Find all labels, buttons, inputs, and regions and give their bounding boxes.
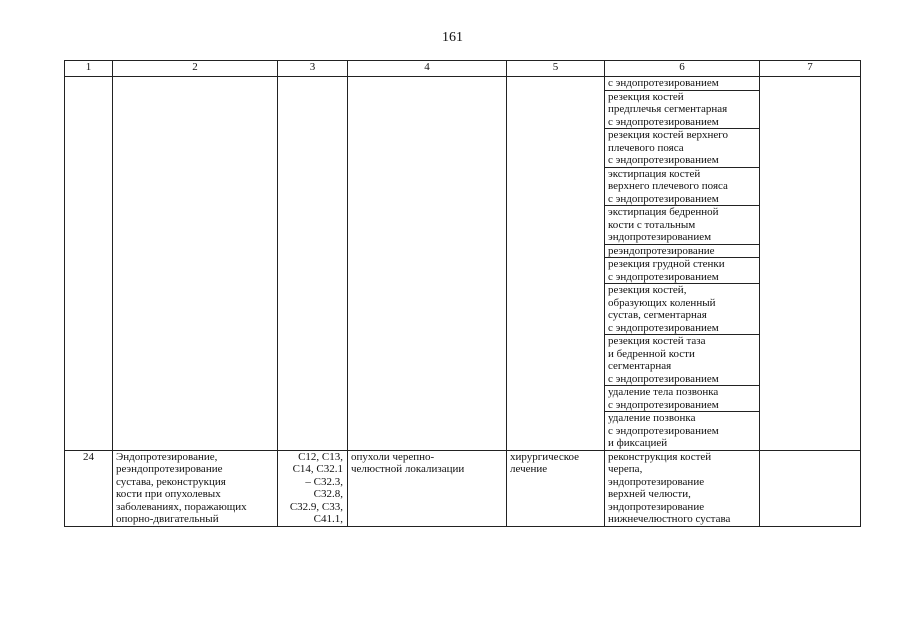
cell-empty [65,77,113,451]
cell-line: эндопротезирование [608,475,705,488]
list-item [605,77,759,91]
cell-line: реэндопротезирование [608,244,715,257]
cell-line: C41.1, [313,513,343,525]
cell-line: резекция костей [608,90,684,103]
cell-line: сегментарная [608,360,672,372]
list-item [605,206,759,245]
cell-line: с эндопротезированием [608,321,719,334]
treatment-method-cell [605,450,760,526]
cell-line: резекция грудной стенки [608,258,725,270]
cost-cell [760,450,861,526]
cell-line: лечение [510,463,548,475]
cell-line: верхней челюсти, [608,488,691,500]
list-item [605,386,759,412]
list-item [605,335,759,386]
cell-line: резекция костей верхнего [608,129,728,141]
list-item [605,284,759,335]
procedures-table [64,60,861,527]
cell-line: C14, C32.1 [292,463,343,475]
cell-line: с эндопротезированием [608,424,719,437]
col-header-7: 7 [760,61,861,77]
cell-empty [507,77,605,451]
cell-line: опухоли черепно- [351,450,435,463]
cell-line: с эндопротезированием [608,115,719,128]
col-header-5: 5 [507,61,605,77]
cell-line: реконструкция костей [608,450,712,463]
table-row-continuation [65,77,861,451]
cell-line: сустав, сегментарная [608,309,707,321]
list-item [605,412,759,450]
cell-line: опорно-двигательный [116,513,219,525]
cell-line: верхнего плечевого пояса [608,180,728,192]
col-header-3: 3 [278,61,348,77]
cell-line: кости с тотальным [608,218,696,231]
col-header-2: 2 [113,61,278,77]
col6-item-list [605,77,760,451]
cell-line: кости при опухолевых [116,488,221,500]
list-item [605,258,759,284]
cell-line: C32.9, C33, [289,500,343,513]
cell-line: экстирпация костей [608,167,701,180]
cell-line: эндопротезированием [608,231,712,243]
cell-line: сустава, реконструкция [116,475,226,488]
cell-line: с эндопротезированием [608,372,719,385]
list-item [605,91,759,130]
cell-line: плечевого пояса [608,141,684,154]
cell-line: хирургическое [510,450,580,463]
cell-empty [113,77,278,451]
cell-line: с эндопротезированием [608,192,719,205]
list-item [605,168,759,207]
treatment-type-cell [507,450,605,526]
table-row-24 [65,450,861,526]
cell-line: челюстной локализации [351,463,465,475]
cell-line: – C32.3, [305,475,343,488]
cell-line: и бедренной кости [608,347,695,360]
cell-line: с эндопротезированием [608,270,719,283]
cell-empty [278,77,348,451]
cell-line: образующих коленный [608,296,716,309]
cell-line: C12, C13, [298,450,343,463]
cell-line: нижнечелюстного сустава [608,513,731,525]
cell-line: удаление тела позвонка [608,386,719,398]
cell-line: C32.8, [313,488,343,500]
cell-line: эндопротезирование [608,500,705,513]
icd-codes-cell [278,450,348,526]
cell-line: предплечья сегментарная [608,103,728,115]
row-number: 24 [65,450,113,526]
cell-line: с эндопротезированием [608,154,719,166]
cell-line: резекция костей таза [608,335,706,347]
cell-empty [348,77,507,451]
cell-line: резекция костей, [608,284,687,296]
list-item [605,129,759,168]
col-header-1: 1 [65,61,113,77]
diagnosis-cell [348,450,507,526]
cell-line: и фиксацией [608,437,668,449]
cell-line: с эндопротезированием [608,77,719,89]
cell-empty [760,77,861,451]
cell-line: заболеваниях, поражающих [116,500,247,513]
cell-line: с эндопротезированием [608,398,719,411]
cell-line: реэндопротезирование [116,463,223,475]
list-item [605,245,759,259]
header-row [65,61,861,77]
col-header-4: 4 [348,61,507,77]
method-name-cell [113,450,278,526]
cell-line: удаление позвонка [608,412,696,424]
cell-line: Эндопротезирование, [116,450,218,463]
cell-line: экстирпация бедренной [608,206,719,218]
page-number: 161 [442,30,463,45]
cell-line: черепа, [608,463,643,475]
col-header-6: 6 [605,61,760,77]
